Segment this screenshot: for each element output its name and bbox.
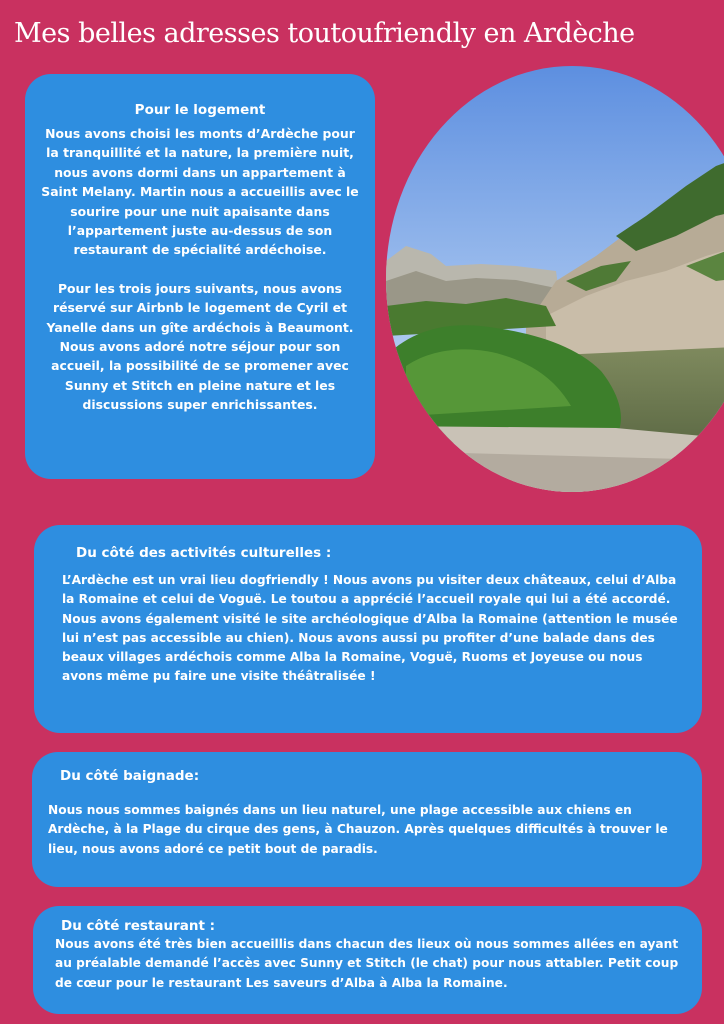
ardeche-gorge-photo xyxy=(386,66,724,492)
swimming-heading: Du côté baignade: xyxy=(60,768,200,784)
lodging-card xyxy=(25,74,375,479)
lodging-paragraph-2: Pour les trois jours suivants, nous avons réservé sur Airbnb le logement de Cyril et Yanelle dans un gîte ardéchois à Beaumont. Nous avons adoré notre séjour pour son accueil, la possibilité de se promener avec Sunny et Stitch en pleine nature et les discussions super enrichissantes. xyxy=(46,280,354,413)
culture-text: L’Ardèche est un vrai lieu dogfriendly ! Nous avons pu visiter deux châteaux, celui d’Alba la Romaine et celui de Voguë. Le toutou a apprécié l’accueil royale qui lui a été accordé. Nous avons également visité le site archéologique d’Alba la Romaine (attention le musée lui n’est pas accessible au chien). Nous avons aussi pu profiter d’une balade dans des beaux villages ardéchois comme Alba la Romaine, Voguë, Ruoms et Joyeuse ou nous avons même pu faire une visite théâtralisée ! xyxy=(62,573,678,684)
restaurant-heading: Du côté restaurant : xyxy=(61,918,216,934)
restaurant-card xyxy=(33,906,702,1014)
restaurant-text: Nous avons été très bien accueillis dans chacun des lieux où nous sommes allées en ayant au préalable demandé l’accès avec Sunny et Stitch (le chat) pour nous attabler. Petit coup de cœur pour le restaurant Les saveurs d’Alba à Alba la Romaine. xyxy=(55,937,679,990)
lodging-heading: Pour le logement xyxy=(134,102,266,118)
swimming-card xyxy=(32,752,702,887)
swimming-text: Nous nous sommes baignés dans un lieu naturel, une plage accessible aux chiens en Ardèche, à la Plage du cirque des gens, à Chauzon. Après quelques difficultés à trouver le lieu, nous avons adoré ce petit bout de paradis. xyxy=(48,803,668,856)
culture-heading: Du côté des activités culturelles : xyxy=(76,545,332,561)
lodging-paragraph-1: Nous avons choisi les monts d’Ardèche pour la tranquillité et la nature, la première nuit, nous avons dormi dans un appartement à Saint Melany. Martin nous a accueillis avec le sourire pour une nuit apaisante dans l’appartement juste au-dessus de son restaurant de spécialité ardéchoise. xyxy=(41,126,359,258)
culture-card xyxy=(34,525,702,733)
page-title: Mes belles adresses toutoufriendly en Ardèche xyxy=(14,18,635,49)
